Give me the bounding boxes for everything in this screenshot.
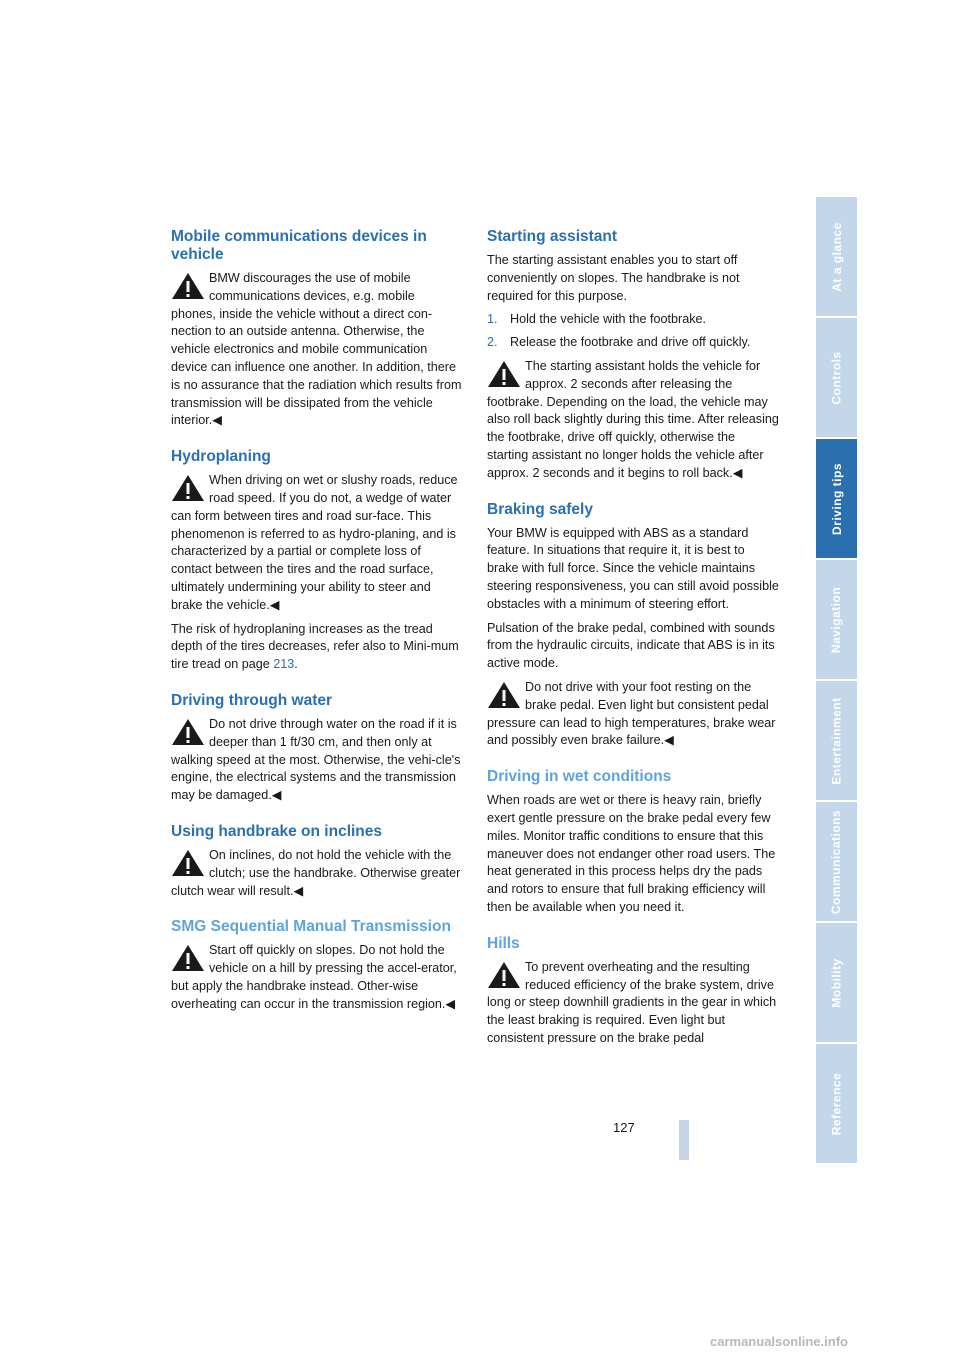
warning-smg: Start off quickly on slopes. Do not hold the vehicle on a hill by pressing the accel-erator, but apply the handbrake instead. Other-wise overheating can occur in the transmission region.◀ [171, 943, 457, 1011]
warning-hydroplaning: When driving on wet or slushy roads, reduce road speed. If you do not, a wedge of water can form between tires and road sur-face. This phenomenon is referred to as hydro-planing, and is characterized by a partial or complete loss of contact between the tires and the road surface, ultimately undermining your ability to steer and brake the vehicle.◀ [171, 473, 458, 612]
warning-water: Do not drive through water on the road if it is deeper than 1 ft/30 cm, and then only at walking speed at the most. Otherwise, the vehi-cle's engine, the electrical systems and the transmission may be damaged.◀ [171, 716, 461, 803]
tab-at-a-glance[interactable]: At a glance [816, 197, 857, 316]
chapter-sidebar [816, 197, 857, 1160]
warning-starting-assistant: The starting assistant holds the vehicle for approx. 2 seconds after releasing the footbrake. Depending on the load, the vehicle may also roll back slightly during this time. After releasing the footbrake, drive off quickly, otherwise the starting assistant no longer holds the vehicle after approx. 2 seconds and it begins to roll back.◀ [487, 358, 779, 480]
page-number-bar [679, 1120, 689, 1160]
wet-conditions-paragraph: When roads are wet or there is heavy rain, briefly exert gentle pressure on the brake pedal every few miles. Monitor traffic conditions to ensure that this maneuver does not endanger other road users. The heat generated in this process helps dry the pads and rotors to ensure that full braking efficiency will then be available when you need it. [487, 793, 776, 914]
watermark: carmanualsonline.info [710, 1334, 848, 1349]
tab-mobility[interactable]: Mobility [816, 923, 857, 1042]
warning-triangle-icon [487, 961, 521, 989]
starting-steps-list [487, 311, 779, 352]
heading-driving-through-water: Driving through water [171, 691, 333, 709]
braking-paragraph-2: Pulsation of the brake pedal, combined with sounds from the hydraulic circuits, indicate that ABS is in its active mode. [487, 620, 775, 671]
right-column [487, 228, 779, 1054]
page-link-213[interactable]: 213 [273, 657, 295, 672]
heading-mobile-communications: Mobile communications devices in vehicle [171, 228, 427, 263]
warning-braking: Do not drive with your foot resting on the brake pedal. Even light but consistent pedal pressure can lead to high temperatures, brake wear and possibly even brake failure.◀ [487, 679, 776, 748]
list-item: 2. Release the footbrake and drive off quickly. [487, 335, 751, 350]
tab-entertainment[interactable]: Entertainment [816, 681, 857, 800]
warning-triangle-icon [171, 718, 205, 746]
left-column [171, 228, 463, 1020]
warning-inclines: On inclines, do not hold the vehicle with the clutch; use the handbrake. Otherwise greater clutch wear will result.◀ [171, 847, 461, 898]
starting-assistant-paragraph: The starting assistant enables you to start off conveniently on slopes. The handbrake is not required for this purpose. [487, 253, 740, 303]
warning-mobile: BMW discourages the use of mobile communications devices, e.g. mobile phones, inside the vehicle without a direct con-nection to an outside antenna. Otherwise, the vehicle electronics and mobile communication device can influence one another. In addition, there is no assurance that the radiation which results from transmission will be dissipated from the vehicle interior.◀ [171, 271, 462, 428]
tab-reference[interactable]: Reference [816, 1044, 857, 1163]
warning-triangle-icon [171, 474, 205, 502]
tab-driving-tips[interactable]: Driving tips [816, 439, 857, 558]
heading-smg: SMG Sequential Manual Transmission [171, 918, 451, 936]
heading-handbrake-inclines: Using handbrake on inclines [171, 822, 383, 840]
hydroplaning-paragraph: The risk of hydroplaning increases as the tread depth of the tires decreases, refer also to Mini-mum tire tread on page 213. [171, 621, 459, 672]
page-number: 127 [613, 1120, 635, 1135]
tab-navigation[interactable]: Navigation [816, 560, 857, 679]
warning-triangle-icon [171, 849, 205, 877]
tab-controls[interactable]: Controls [816, 318, 857, 437]
heading-braking-safely: Braking safely [487, 500, 593, 518]
braking-paragraph-1: Your BMW is equipped with ABS as a standard feature. In situations that require it, it is best to brake with full force. Since the vehicle maintains steering responsiveness, you can still avoid possible obstacles with a minimum of steering effort. [487, 525, 779, 611]
warning-triangle-icon [171, 944, 205, 972]
warning-triangle-icon [171, 272, 205, 300]
heading-hydroplaning: Hydroplaning [171, 448, 271, 466]
list-item: 1. Hold the vehicle with the footbrake. [487, 312, 707, 327]
heading-wet-conditions: Driving in wet conditions [487, 768, 672, 786]
warning-triangle-icon [487, 360, 521, 388]
warning-hills: To prevent overheating and the resulting reduced efficiency of the brake system, drive long or steep downhill gradients in the gear in which the least braking is required. Even light but consistent pressure on the brake pedal [487, 959, 777, 1045]
tab-communications[interactable]: Communications [816, 802, 857, 921]
heading-hills: Hills [487, 934, 520, 952]
heading-starting-assistant: Starting assistant [487, 228, 618, 245]
warning-triangle-icon [487, 681, 521, 709]
